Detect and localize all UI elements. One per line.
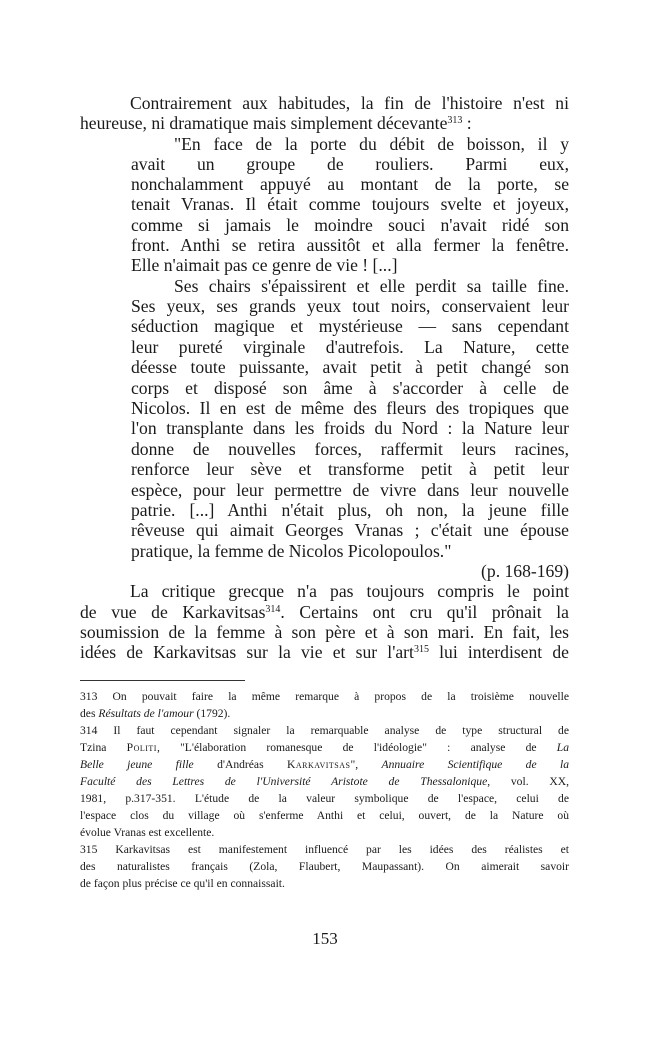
body-line [80, 641, 569, 663]
quote-line: rêveuse qui aimait Georges Vranas ; c'était une épouse [131, 520, 569, 540]
quote-line: renforce leur sève et transforme petit à petit leur [131, 459, 569, 479]
author-name: Karkavitsas [286, 758, 351, 771]
quote-line: nonchalamment appuyé au montant de la porte, se [131, 174, 569, 194]
quote-line: "En face de la porte du débit de boisson, il y [174, 134, 569, 154]
footnote-title: La [556, 741, 569, 754]
body-text: de vue de Karkavitsas [80, 602, 266, 622]
quote-line: avait un groupe de rouliers. Parmi eux, [131, 154, 569, 174]
footnote-314-line [80, 757, 569, 772]
quote-line: déesse toute puissante, avait petit à petit changé son [131, 357, 569, 377]
quote-line: tenait Vranas. Il était comme toujours svelte et joyeux, [131, 194, 569, 214]
quote-line: Elle n'aimait pas ce genre de vie ! [...] [131, 255, 398, 275]
body-line [80, 112, 472, 134]
footnote-text: d'Andréas [193, 758, 287, 771]
footnote-314-line: 314 Il faut cependant signaler la remarquable analyse de type structural de [80, 724, 569, 737]
body-text: . Certains ont cru qu'il prônait la [280, 602, 569, 622]
body-line: soumission de la femme à son père et à son mari. En fait, les [80, 622, 569, 642]
quote-line: Ses chairs s'épaissirent et elle perdit sa taille fine. [174, 276, 569, 296]
footnote-313-line [80, 706, 230, 721]
quote-line: l'on transplante dans les froids du Nord : la Nature leur [131, 418, 569, 438]
footnote-text: ", [350, 758, 382, 771]
quote-line: corps et disposé son âme à s'accorder à celle de [131, 378, 569, 398]
footnote-text: des [80, 707, 99, 720]
footnote-315-line: des naturalistes français (Zola, Flaubert, Maupassant). On aimerait savoir [80, 860, 569, 873]
footnote-text: , "L'élaboration romanesque de l'idéologie" : analyse de [156, 741, 557, 754]
footnote-315-line: 315 Karkavitsas est manifestement influencé par les idées des réalistes et [80, 843, 569, 856]
quote-line: comme si jamais le moindre souci n'avait ridé son [131, 215, 569, 235]
footnote-title: Belle jeune fille [80, 758, 194, 771]
footnote-ref-313: 313 [447, 115, 463, 126]
footnote-divider [80, 680, 245, 681]
footnote-314-line: l'espace clos du village où s'enferme Anthi et celui, ouvert, de la Nature où [80, 809, 569, 822]
footnote-text: (1792). [193, 707, 231, 720]
journal-title: Faculté des Lettres de l'Université Aristote de Thessalonique [80, 775, 488, 788]
footnote-ref-314: 314 [265, 604, 281, 615]
quote-line: Nicolos. Il en est de même des fleurs des tropiques que [131, 398, 569, 418]
body-text: lui interdisent de [428, 642, 569, 662]
footnote-315-line: de façon plus précise ce qu'il en connaissait. [80, 877, 285, 890]
footnote-text: , vol. XX, [487, 775, 569, 788]
citation: (p. 168-169) [481, 561, 569, 581]
footnote-text: Tzina [80, 741, 127, 754]
body-line: Contrairement aux habitudes, la fin de l'histoire n'est ni [130, 93, 569, 113]
body-line: La critique grecque n'a pas toujours compris le point [130, 581, 569, 601]
body-text: idées de Karkavitsas sur la vie et sur l'art [80, 642, 414, 662]
quote-line: pratique, la femme de Nicolos Picolopoulos." [131, 541, 452, 561]
footnote-313-line: 313 On pouvait faire la même remarque à propos de la troisième nouvelle [80, 690, 569, 703]
quote-line: donne de nouvelles forces, raffermit leurs racines, [131, 439, 569, 459]
quote-line: séduction magique et mystérieuse — sans cependant [131, 316, 569, 336]
footnote-314-line: évolue Vranas est excellente. [80, 826, 215, 839]
page-number: 153 [312, 929, 338, 948]
footnote-314-line: 1981, p.317-351. L'étude de la valeur symbolique de l'espace, celui de [80, 792, 569, 805]
footnote-ref-315: 315 [413, 644, 429, 655]
body-line [80, 601, 569, 623]
body-text: heureuse, ni dramatique mais simplement décevante [80, 113, 448, 133]
body-text: : [462, 113, 472, 133]
footnote-314-line [80, 774, 569, 789]
quote-line: Ses yeux, ses grands yeux tout noirs, conservaient leur [131, 296, 569, 316]
quote-line: patrie. [...] Anthi n'était plus, oh non, la jeune fille [131, 500, 569, 520]
footnote-title: Résultats de l'amour [98, 707, 194, 720]
journal-title: Annuaire Scientifique de la [381, 758, 570, 771]
quote-line: leur pureté virginale d'autrefois. La Nature, cette [131, 337, 569, 357]
footnote-314-line [80, 740, 569, 755]
quote-line: espèce, pour leur permettre de vivre dans leur nouvelle [131, 480, 569, 500]
quote-line: front. Anthi se retira aussitôt et alla fermer la fenêtre. [131, 235, 569, 255]
author-name: Politi [126, 741, 157, 754]
